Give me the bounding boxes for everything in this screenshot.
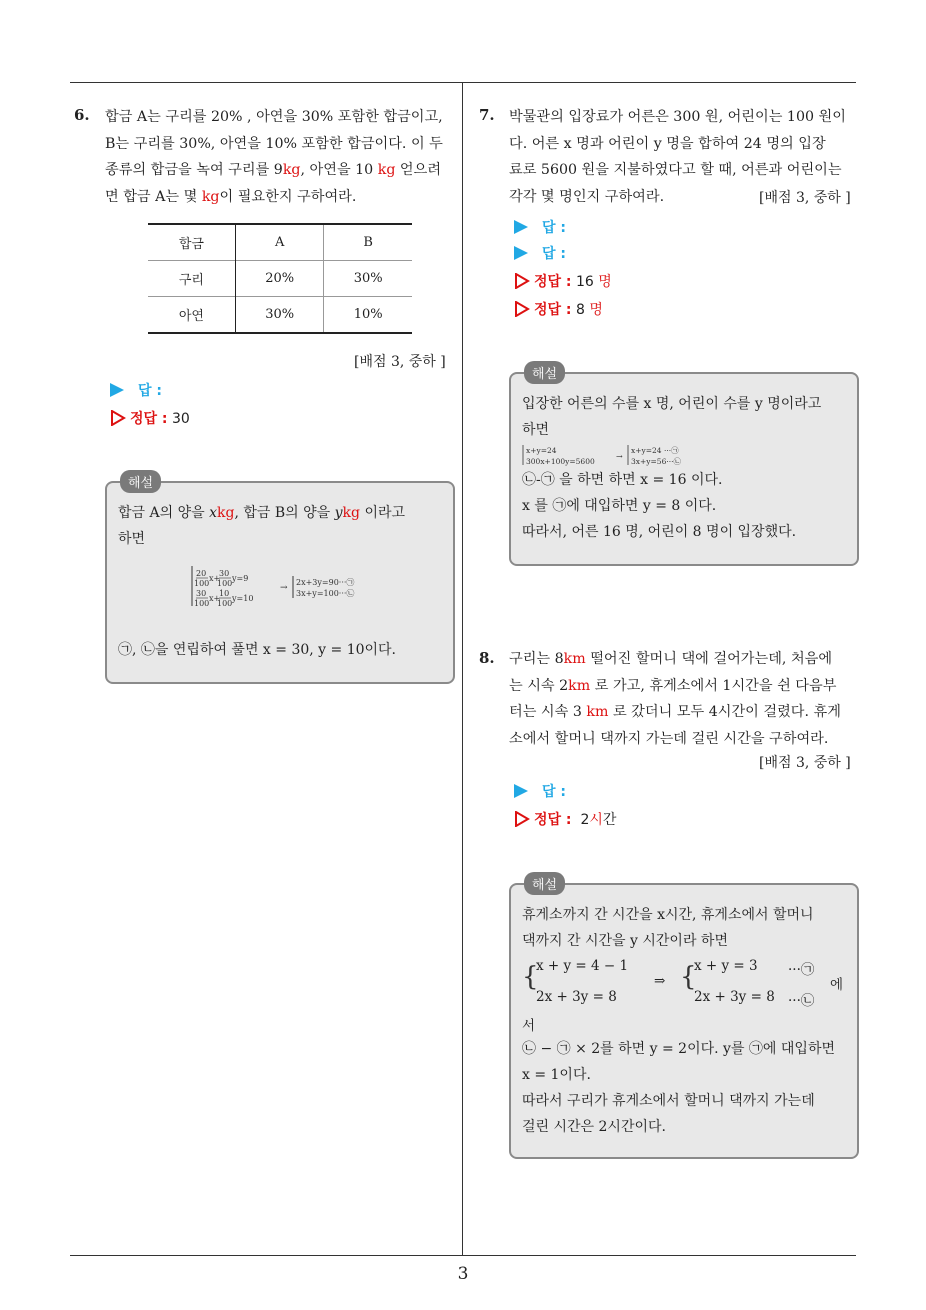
- svg-text:y=10: y=10: [232, 594, 254, 603]
- q8-expl-line4: x = 1이다.: [522, 1067, 591, 1083]
- play-icon: [514, 246, 528, 260]
- svg-text:20: 20: [196, 569, 207, 578]
- outline-triangle-icon: [110, 410, 126, 426]
- q8-unit-2: km: [568, 677, 591, 694]
- q8-unit-1: km: [563, 651, 586, 667]
- q7-number: 7.: [479, 106, 495, 124]
- q8-brace-right: {: [680, 962, 697, 992]
- table-cell: 20%: [235, 261, 324, 297]
- table-cell: 10%: [353, 307, 383, 322]
- q6-score: [배점 3, 중하 ]: [354, 354, 446, 370]
- svg-text:100: 100: [217, 579, 233, 588]
- q6-line4-b: 이 필요한지 구하여라.: [219, 188, 357, 205]
- svg-text:100: 100: [217, 599, 233, 608]
- q8-line3: [509, 699, 859, 726]
- q8-sys-mark-1: ···㉠: [788, 962, 815, 978]
- q7-correct-unit-1: 명: [598, 274, 612, 290]
- q6-explanation-text: [118, 500, 448, 552]
- play-icon: [514, 784, 528, 798]
- q6-expl-final: ㉠, ㉡을 연립하여 풀면 x = 30, y = 10이다.: [118, 642, 397, 658]
- q8-expl-line1: 휴게소까지 간 시간을 x시간, 휴게소에서 할머니: [522, 907, 814, 923]
- q7-explanation-tag: 해설: [524, 361, 565, 384]
- play-icon: [110, 383, 124, 397]
- q6-number: 6.: [74, 106, 90, 124]
- table-row: [148, 261, 412, 297]
- outline-triangle-icon: [514, 811, 530, 827]
- q8-correct-row: [514, 809, 616, 829]
- svg-text:→: →: [616, 452, 623, 461]
- q7-expl-line4: x 를 ㉠에 대입하면 y = 8 이다.: [522, 498, 717, 514]
- q6-expl-line1: 합금 A의 양을 xkg, 합금 B의 양을 ykg 이라고: [118, 505, 406, 521]
- svg-text:3x+y=56···㉡: 3x+y=56···㉡: [631, 457, 682, 466]
- q8-sys-left-2: 2x + 3y = 8: [536, 989, 617, 1005]
- svg-text:10: 10: [219, 589, 230, 598]
- q8-after-sys-2: 서: [522, 1018, 536, 1034]
- table-header-cell: B: [363, 235, 373, 250]
- q7-correct-row-2: [514, 299, 603, 319]
- outline-triangle-icon: [514, 273, 530, 289]
- q8-number: 8.: [479, 649, 495, 667]
- q6-expl-unit-1: kg: [217, 505, 235, 521]
- q6-unit-2: kg: [377, 162, 396, 178]
- svg-text:30: 30: [219, 569, 230, 578]
- q7-answer-label-2: 답 :: [542, 246, 566, 262]
- svg-text:100: 100: [194, 599, 210, 608]
- q7-correct-row-1: [514, 271, 612, 291]
- q6-line4: [105, 184, 455, 211]
- alloy-table: [148, 223, 412, 334]
- q6-equation-system: [188, 563, 388, 609]
- table-cell: 30%: [353, 271, 383, 286]
- svg-text:→: →: [280, 583, 288, 593]
- svg-text:30: 30: [196, 589, 207, 598]
- top-rule: [70, 82, 856, 83]
- q7-expl-line3: ㉡-㉠ 을 하면 하면 x = 16 이다.: [522, 472, 723, 488]
- q8-sys-mark-2: ···㉡: [788, 993, 815, 1009]
- svg-text:x+: x+: [209, 594, 221, 603]
- q8-correct-value: 2: [580, 812, 590, 828]
- q8-line2: [509, 673, 859, 700]
- svg-text:x+: x+: [209, 574, 221, 583]
- q6-expl-unit-2: kg: [342, 505, 360, 521]
- table-header-cell: 합금: [148, 224, 235, 261]
- bottom-rule: [70, 1255, 856, 1256]
- q8-answer-label: 답 :: [542, 784, 566, 800]
- q7-line4: 각각 몇 명인지 구하여라.: [509, 188, 665, 205]
- q7-answer-row-1: [514, 217, 566, 237]
- q7-correct-value-2: 8: [575, 302, 585, 318]
- svg-text:300x+100y=5600: 300x+100y=5600: [526, 457, 595, 466]
- q6-line3-b: , 아연을 10: [300, 162, 378, 178]
- q8-correct-unit-red: 시: [589, 812, 603, 828]
- q7-equation-system: [520, 443, 720, 467]
- q6-text: [105, 104, 455, 210]
- table-cell: 30%: [235, 297, 324, 334]
- q7-expl-line2: 하면: [522, 422, 550, 438]
- q8-line4: 소에서 할머니 댁까지 가는데 걸린 시간을 구하여라.: [509, 730, 829, 747]
- q8-score: [배점 3, 중하 ]: [759, 755, 851, 771]
- svg-text:2x+3y=90···㉠: 2x+3y=90···㉠: [296, 578, 355, 587]
- table-row: [148, 297, 412, 334]
- q8-expl-line5: 따라서 구리가 휴게소에서 할머니 댁까지 가는데: [522, 1093, 815, 1109]
- q8-correct-unit-rest: 간: [602, 812, 617, 828]
- q8-text: [509, 646, 859, 752]
- q7-score: [배점 3, 중하 ]: [759, 190, 851, 206]
- q8-expl-line2: 댁까지 간 시간을 y 시간이라 하면: [522, 933, 728, 949]
- column-divider: [462, 82, 463, 1256]
- svg-text:y=9: y=9: [232, 574, 249, 583]
- q7-correct-label-2: 정답 :: [534, 302, 572, 318]
- q8-line1-a: 구리는 8: [509, 651, 564, 667]
- q7-correct-value-1: 16: [575, 274, 594, 290]
- q7-expl-line1: 입장한 어른의 수를 x 명, 어린이 수를 y 명이라고: [522, 396, 822, 412]
- outline-triangle-icon: [514, 301, 530, 317]
- page-number: 3: [457, 1264, 469, 1284]
- svg-text:3x+y=100···㉡: 3x+y=100···㉡: [296, 589, 355, 598]
- q6-expl-1b: , 합금 B의 양을: [234, 505, 335, 521]
- q7-line2: 다. 어른 x 명과 어린이 y 명을 합하여 24 명의 입장: [509, 135, 826, 152]
- q7-expl-line5: 따라서, 어른 16 명, 어린이 8 명이 입장했다.: [522, 524, 797, 540]
- q8-line1: [509, 646, 859, 673]
- svg-text:x+y=24 ···㉠: x+y=24 ···㉠: [631, 446, 679, 455]
- q8-answer-row: [514, 781, 566, 801]
- q6-answer-row: [110, 380, 162, 400]
- q6-explanation-tag: 해설: [120, 470, 161, 493]
- q7-answer-label-1: 답 :: [542, 220, 566, 236]
- q7-expl-top: [522, 391, 852, 443]
- q8-explanation-tag: 해설: [524, 872, 565, 895]
- table-cell: 아연: [148, 297, 235, 334]
- q7-correct-label-1: 정답 :: [534, 274, 572, 290]
- q7-correct-unit-2: 명: [589, 302, 603, 318]
- q8-sys-right-1: x + y = 3: [694, 958, 758, 974]
- q8-sys-left-1: x + y = 4 − 1: [536, 958, 629, 974]
- q8-line2-a: 는 시속 2: [509, 677, 569, 694]
- q8-line1-b: 떨어진 할머니 댁에 걸어가는데, 처음에: [585, 651, 833, 667]
- svg-text:x+y=24: x+y=24: [526, 446, 557, 455]
- q8-sys-right-2: 2x + 3y = 8: [694, 989, 775, 1005]
- q8-line3-b: 로 갔더니 모두 4시간이 걸렸다. 휴게: [608, 704, 841, 720]
- q8-expl-line3: ㉡ − ㉠ × 2를 하면 y = 2이다. y를 ㉠에 대입하면: [522, 1041, 835, 1057]
- q6-expl-line2: 하면: [118, 531, 146, 547]
- q6-line1: 합금 A는 구리를 20% , 아연을 30% 포함한 합금이고,: [105, 109, 443, 125]
- q6-line4-a: 면 합금 A는 몇: [105, 188, 202, 205]
- q6-line2: B는 구리를 30%, 아연을 10% 포함한 합금이다. 이 두: [105, 135, 443, 152]
- q6-line3-a: 종류의 합금을 녹여 구리를 9: [105, 162, 283, 178]
- play-icon: [514, 220, 528, 234]
- q6-unit-3: kg: [201, 188, 220, 205]
- q8-arrow: ⇒: [654, 973, 666, 989]
- q6-correct-row: [110, 408, 190, 428]
- q6-expl-1c: 이라고: [360, 505, 406, 521]
- table-header-cell: A: [235, 224, 324, 261]
- table-header-row: [148, 224, 412, 261]
- q6-correct-value: 30: [171, 411, 190, 427]
- q6-correct-label: 정답 :: [130, 411, 168, 427]
- q8-correct-label: 정답 :: [534, 812, 572, 828]
- q8-expl-top: [522, 902, 852, 954]
- q7-line3: 료로 5600 원을 지불하였다고 할 때, 어른과 어린이는: [509, 162, 842, 178]
- q6-expl-1a: 합금 A의 양을: [118, 505, 210, 521]
- svg-text:100: 100: [194, 579, 210, 588]
- q6-line3: [105, 157, 455, 184]
- q8-line2-b: 로 가고, 휴게소에서 1시간을 쉰 다음부: [590, 677, 837, 694]
- q8-expl-line6: 걸린 시간은 2시간이다.: [522, 1119, 666, 1135]
- q8-unit-3: km: [586, 704, 609, 720]
- q6-answer-label: 답 :: [138, 383, 162, 399]
- q8-line3-a: 터는 시속 3: [509, 704, 587, 720]
- table-cell: 구리: [148, 261, 235, 297]
- q7-expl-bottom: [522, 467, 852, 545]
- q8-after-sys: 에: [830, 977, 844, 993]
- q6-line3-c: 얻으려: [395, 162, 442, 178]
- q8-brace-left: {: [522, 962, 539, 992]
- q7-line1: 박물관의 입장료가 어른은 300 원, 어린이는 100 원이: [509, 109, 846, 125]
- q7-answer-row-2: [514, 243, 566, 263]
- q8-expl-bottom: [522, 1036, 852, 1140]
- q6-unit-1: kg: [282, 162, 301, 178]
